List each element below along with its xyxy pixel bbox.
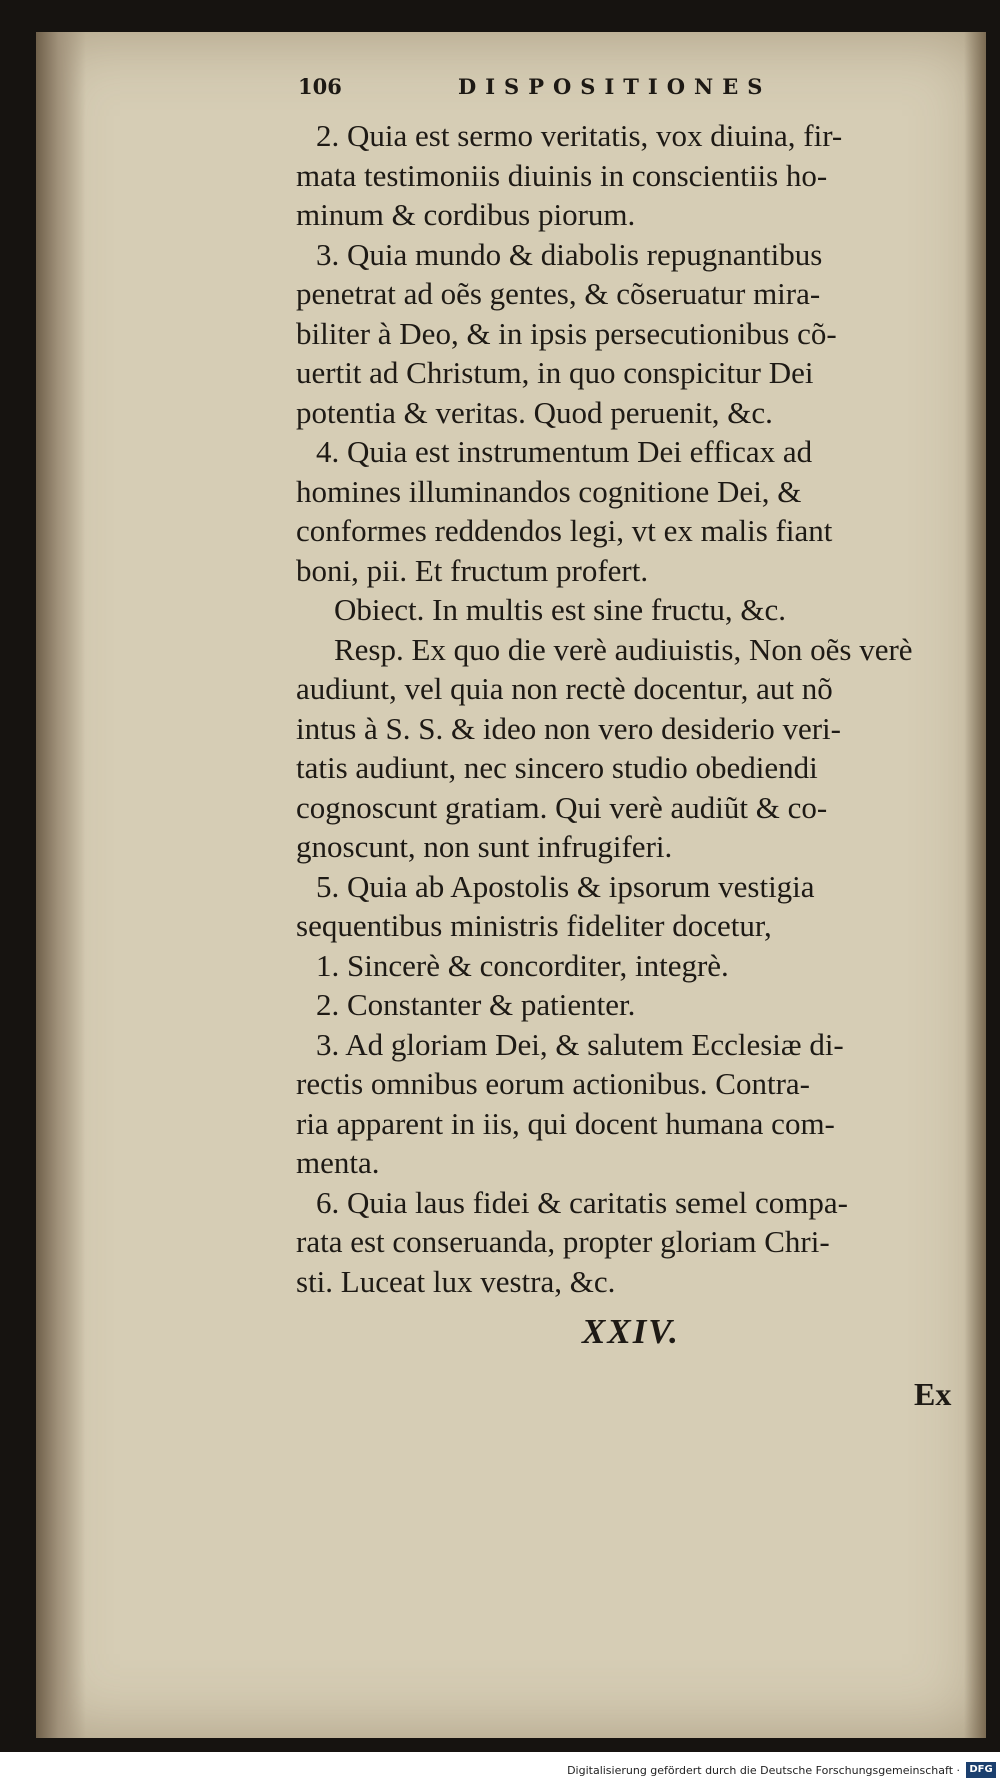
text-line: 2. Quia est sermo veritatis, vox diuina, fir-	[316, 118, 843, 153]
text-line: mata testimoniis diuinis in conscientiis ho-	[296, 157, 828, 193]
page-fore-edge	[964, 32, 986, 1738]
running-header	[298, 74, 818, 99]
funding-credit: Digitalisierung gefördert durch die Deutsche Forschungsgemeinschaft ·	[567, 1764, 960, 1777]
text-line: conformes reddendos legi, vt ex malis fiant	[296, 513, 833, 548]
text-line: rectis omnibus eorum actionibus. Contra-	[296, 1066, 810, 1101]
text-line: minum & cordibus piorum.	[296, 197, 636, 232]
page-foot	[300, 1312, 960, 1412]
page-number: 106	[298, 74, 342, 99]
text-line: boni, pii. Et fructum profert.	[296, 552, 649, 588]
text-line: rata est conseruanda, propter gloriam Chri-	[296, 1224, 830, 1259]
text-line: cognoscunt gratiam. Qui verè audiũt & co-	[296, 789, 828, 825]
text-line: 5. Quia ab Apostolis & ipsorum vestigia	[316, 868, 815, 904]
text-line: intus à S. S. & ideo non vero desiderio veri-	[296, 710, 841, 746]
text-line: 1. Sincerè & concorditer, integrè.	[316, 947, 729, 983]
text-line: tatis audiunt, nec sincero studio obediendi	[296, 750, 818, 785]
page-spine-shadow	[36, 32, 86, 1738]
text-line: sequentibus ministris fideliter docetur,	[296, 908, 772, 943]
text-line: audiunt, vel quia non rectè docentur, aut nõ	[296, 671, 833, 706]
text-line: 2. Constanter & patienter.	[316, 987, 636, 1022]
text-line: gnoscunt, non sunt infrugiferi.	[296, 829, 673, 864]
dfg-logo-icon: DFG	[966, 1762, 996, 1778]
text-line: penetrat ad oẽs gentes, & cõseruatur mira-	[296, 276, 821, 311]
section-number: XXIV.	[582, 1312, 680, 1351]
text-line: Obiect. In multis est sine fructu, &c.	[334, 592, 786, 627]
text-line: 6. Quia laus fidei & caritatis semel compa-	[316, 1184, 848, 1220]
text-line: biliter à Deo, & in ipsis persecutionibus cõ-	[296, 315, 837, 351]
catchword: Ex	[914, 1376, 952, 1412]
page-body	[296, 116, 954, 1301]
text-line: sti. Luceat lux vestra, &c.	[296, 1263, 616, 1299]
text-line: homines illuminandos cognitione Dei, &	[296, 473, 802, 509]
text-line: menta.	[296, 1145, 380, 1180]
text-line: uertit ad Christum, in quo conspicitur Dei	[296, 355, 814, 390]
text-line: 3. Quia mundo & diabolis repugnantibus	[316, 236, 823, 272]
text-line: ria apparent in iis, qui docent humana com-	[296, 1105, 835, 1141]
running-title: DISPOSITIONES	[458, 74, 772, 99]
text-line: potentia & veritas. Quod peruenit, &c.	[296, 394, 773, 430]
text-line: 4. Quia est instrumentum Dei efficax ad	[316, 434, 813, 469]
text-line: 3. Ad gloriam Dei, & salutem Ecclesiæ di-	[316, 1026, 844, 1062]
digitization-footer	[0, 1760, 1000, 1784]
text-line: Resp. Ex quo die verè audiuistis, Non oẽs verè	[334, 631, 913, 667]
